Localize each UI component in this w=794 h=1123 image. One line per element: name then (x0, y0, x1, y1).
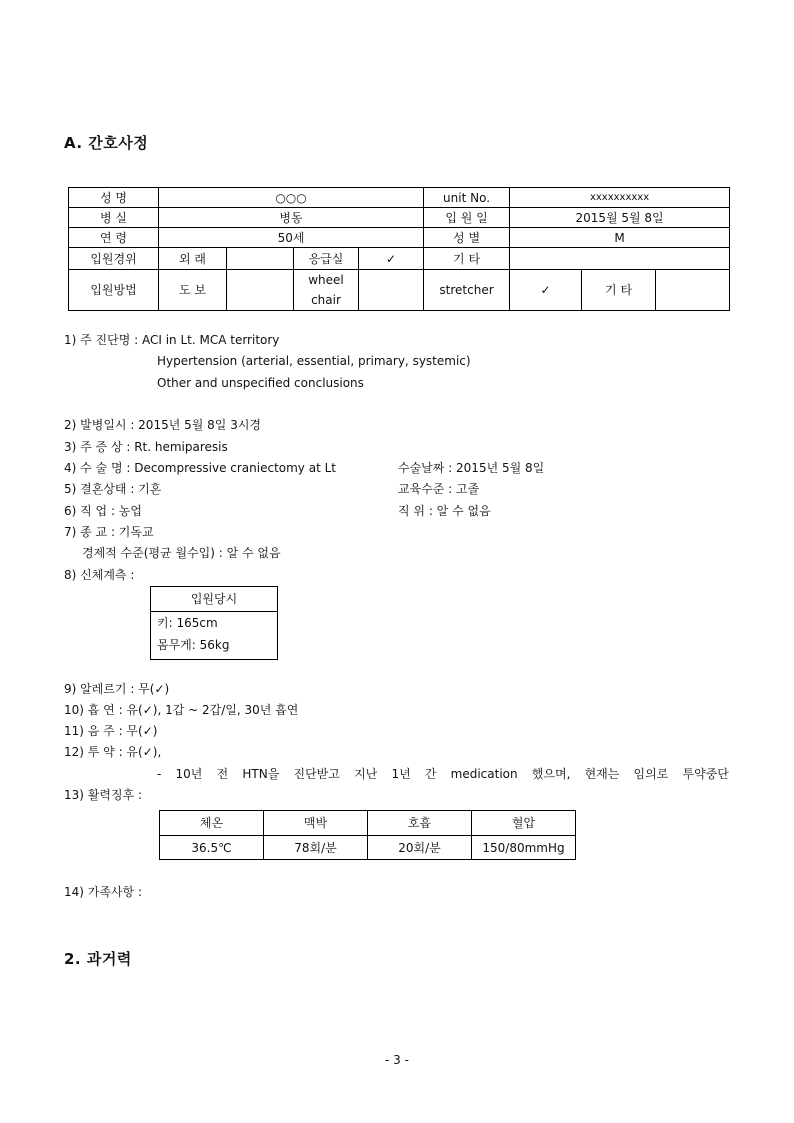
item-religion: 7) 종 교 : 기독교 (64, 525, 154, 539)
vitals-pulse: 78회/분 (264, 836, 368, 860)
option-emergency: 응급실 (294, 248, 359, 270)
item-income: 경제적 수준(평균 월수입) : 알 수 없음 (82, 546, 281, 560)
word: 투약중단 (682, 767, 729, 781)
label-admission-method: 입원방법 (69, 270, 159, 311)
item-medication: 12) 투 약 : 유(✓), (64, 745, 162, 759)
table-row (69, 248, 730, 270)
value-age: 50세 (159, 228, 424, 248)
table-row (69, 208, 730, 228)
word: 했으며, (531, 767, 571, 781)
item-diagnosis-3: Other and unspecified conclusions (157, 376, 364, 390)
item-smoking: 10) 흡 연 : 유(✓), 1갑 ~ 2갑/일, 30년 흡연 (64, 703, 299, 717)
vitals-resp: 20회/분 (368, 836, 472, 860)
value-sex: M (510, 228, 730, 248)
check-walk (227, 270, 294, 311)
table-row (69, 188, 730, 208)
patient-info-table (68, 187, 730, 311)
word: 전 (216, 767, 229, 781)
label-unit-no: unit No. (424, 188, 510, 208)
word: 진단받고 (293, 767, 340, 781)
item-diagnosis: 1) 주 진단명 : ACI in Lt. MCA territory (64, 333, 280, 347)
page-number: - 3 - (385, 1053, 409, 1067)
vitals-table (159, 810, 576, 860)
check-wheelchair (359, 270, 424, 311)
item-chief-complaint: 3) 주 증 상 : Rt. hemiparesis (64, 440, 228, 454)
table-row (160, 836, 576, 860)
word: 지난 (354, 767, 378, 781)
value-admission-date: 2015월 5월 8일 (510, 208, 730, 228)
item-drinking: 11) 음 주 : 무(✓) (64, 724, 158, 738)
body-measure-header: 입원당시 (151, 587, 277, 612)
body-weight: 몸무게: 56kg (157, 638, 230, 652)
item-onset: 2) 발병일시 : 2015년 5월 8일 3시경 (64, 418, 262, 432)
item-allergy: 9) 알레르기 : 무(✓) (64, 682, 170, 696)
item-marital: 5) 결혼상태 : 기혼 (64, 482, 162, 496)
item-job: 6) 직 업 : 농업 (64, 504, 142, 518)
value-ward: 병동 (159, 208, 424, 228)
item-surgery-date: 수술날짜 : 2015년 5월 8일 (398, 461, 545, 475)
label-ward: 병 실 (69, 208, 159, 228)
item-vitals: 13) 활력징후 : (64, 788, 142, 802)
option-wheelchair: wheel chair (294, 270, 359, 311)
value-method-other (656, 270, 730, 311)
option-stretcher: stretcher (424, 270, 510, 311)
word: HTN을 (242, 767, 280, 781)
option-walk: 도 보 (159, 270, 227, 311)
vitals-bp: 150/80mmHg (472, 836, 576, 860)
option-method-other: 기 타 (582, 270, 656, 311)
item-education: 교육수준 : 고졸 (398, 482, 480, 496)
check-outpatient (227, 248, 294, 270)
label-sex: 성 별 (424, 228, 510, 248)
body-height: 키: 165cm (157, 616, 218, 630)
check-stretcher: ✓ (510, 270, 582, 311)
vitals-header-bp: 혈압 (472, 811, 576, 836)
vitals-header-pulse: 맥박 (264, 811, 368, 836)
word: 10년 (175, 767, 203, 781)
value-unit-no: xxxxxxxxxx (510, 188, 730, 208)
value-route-other (510, 248, 730, 270)
vitals-temp: 36.5℃ (160, 836, 264, 860)
word: medication (450, 767, 518, 781)
body-measure-box (150, 586, 278, 660)
vitals-header-resp: 호흡 (368, 811, 472, 836)
table-row (69, 270, 730, 311)
label-admission-route: 입원경위 (69, 248, 159, 270)
label-admission-date: 입 원 일 (424, 208, 510, 228)
item-surgery: 4) 수 술 명 : Decompressive craniectomy at Lt (64, 461, 336, 475)
option-route-other: 기 타 (424, 248, 510, 270)
word: 1년 (391, 767, 411, 781)
section-2-title: 2. 과거력 (64, 950, 132, 968)
section-a-title: A. 간호사정 (64, 134, 149, 152)
word: 임의로 (633, 767, 669, 781)
check-emergency: ✓ (359, 248, 424, 270)
label-name: 성 명 (69, 188, 159, 208)
item-position: 직 위 : 알 수 없음 (398, 504, 491, 518)
item-family: 14) 가족사항 : (64, 885, 142, 899)
value-name: ○○○ (159, 188, 424, 208)
item-body-measure: 8) 신체계측 : (64, 568, 135, 582)
word: 현재는 (584, 767, 620, 781)
option-outpatient: 외 래 (159, 248, 227, 270)
table-row (160, 811, 576, 836)
vitals-header-temp: 체온 (160, 811, 264, 836)
item-medication-detail (157, 766, 729, 782)
item-diagnosis-2: Hypertension (arterial, essential, primary, systemic) (157, 354, 471, 368)
label-age: 연 령 (69, 228, 159, 248)
table-row (69, 228, 730, 248)
word: - (157, 767, 162, 781)
word: 간 (424, 767, 437, 781)
